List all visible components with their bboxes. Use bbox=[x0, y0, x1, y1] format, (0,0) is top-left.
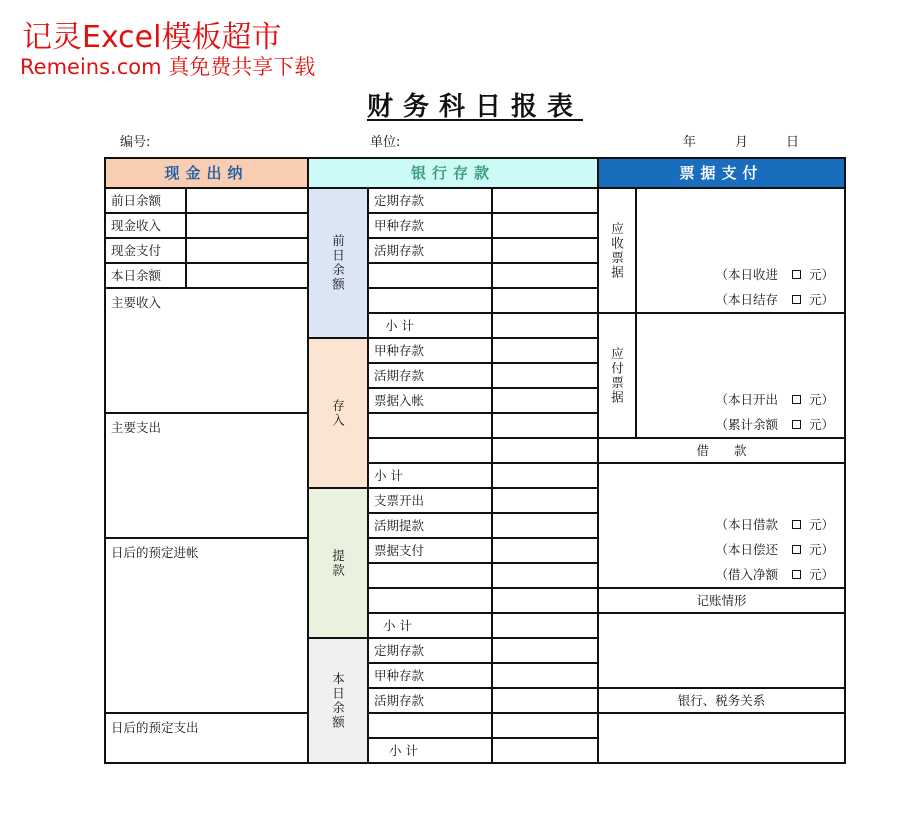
note-open: （本日结存 bbox=[715, 292, 778, 307]
bank-item-label[interactable] bbox=[368, 288, 492, 313]
bank-item-label: 甲种存款 bbox=[368, 663, 492, 688]
main-income-area[interactable]: 主要收入 bbox=[105, 288, 308, 413]
bank-group-withdraw: 提款 bbox=[308, 488, 368, 638]
receivable-bills-label: 应收票据 bbox=[598, 188, 636, 313]
bank-value-cell[interactable] bbox=[492, 538, 598, 563]
receivable-note-received bbox=[637, 262, 844, 287]
relations-area[interactable] bbox=[598, 713, 845, 763]
cash-value-cell[interactable] bbox=[186, 213, 308, 238]
note-unit: 元） bbox=[808, 542, 834, 557]
note-open: （累计余额 bbox=[715, 417, 778, 432]
loan-note-net bbox=[599, 562, 844, 587]
bank-item-label: 活期存款 bbox=[368, 363, 492, 388]
bank-item-label[interactable] bbox=[368, 713, 492, 738]
month-label: 月 bbox=[735, 135, 749, 150]
bookkeeping-area[interactable] bbox=[598, 613, 845, 688]
bank-group-deposit: 存入 bbox=[308, 338, 368, 488]
cash-header: 现金出纳 bbox=[105, 158, 308, 188]
bank-header: 银行存款 bbox=[308, 158, 598, 188]
bank-value-cell[interactable] bbox=[492, 588, 598, 613]
table-border-top bbox=[104, 157, 846, 159]
section-divider-bank-bill bbox=[597, 157, 599, 764]
amount-checkbox-icon[interactable] bbox=[792, 295, 801, 304]
unit-label: 单位: bbox=[370, 135, 401, 150]
bank-value-cell[interactable] bbox=[492, 688, 598, 713]
bank-subtotal-label: 小 计 bbox=[368, 313, 492, 338]
note-open: （本日偿还 bbox=[715, 542, 778, 557]
report-title-container bbox=[340, 90, 610, 126]
bank-item-label: 甲种存款 bbox=[368, 213, 492, 238]
bank-item-label: 活期提款 bbox=[368, 513, 492, 538]
bank-item-label: 定期存款 bbox=[368, 638, 492, 663]
loan-note-repaid bbox=[599, 537, 844, 562]
note-unit: 元） bbox=[808, 267, 834, 282]
bank-item-label[interactable] bbox=[368, 413, 492, 438]
bank-item-label: 支票开出 bbox=[368, 488, 492, 513]
cash-value-cell[interactable] bbox=[186, 263, 308, 288]
loan-area[interactable] bbox=[598, 463, 845, 588]
bank-subtotal-label: 小 计 bbox=[368, 613, 492, 638]
amount-checkbox-icon[interactable] bbox=[792, 545, 801, 554]
bank-value-cell[interactable] bbox=[492, 413, 598, 438]
bank-item-label[interactable] bbox=[368, 263, 492, 288]
bill-header: 票据支付 bbox=[598, 158, 845, 188]
bank-value-cell[interactable] bbox=[492, 488, 598, 513]
future-expense-area[interactable]: 日后的预定支出 bbox=[105, 713, 308, 763]
bank-item-label: 票据入帐 bbox=[368, 388, 492, 413]
bank-value-cell[interactable] bbox=[492, 563, 598, 588]
receivable-bills-area[interactable] bbox=[636, 188, 845, 313]
bank-value-cell[interactable] bbox=[492, 263, 598, 288]
bank-item-label[interactable] bbox=[368, 438, 492, 463]
bank-subtotal-value[interactable] bbox=[492, 313, 598, 338]
payable-bills-area[interactable] bbox=[636, 313, 845, 438]
note-open: （本日借款 bbox=[715, 517, 778, 532]
watermark-subtitle: Remeins.com 真免费共享下载 bbox=[20, 55, 316, 79]
bank-subtotal-value[interactable] bbox=[492, 738, 598, 763]
bank-item-label[interactable] bbox=[368, 588, 492, 613]
bank-value-cell[interactable] bbox=[492, 713, 598, 738]
note-open: （借入净额 bbox=[715, 567, 778, 582]
payable-note-issued bbox=[637, 387, 844, 412]
note-unit: 元） bbox=[808, 567, 834, 582]
relations-header: 银行、税务关系 bbox=[598, 688, 845, 713]
payable-note-accumulated bbox=[637, 412, 844, 437]
bank-subtotal-label: 小 计 bbox=[368, 738, 492, 763]
amount-checkbox-icon[interactable] bbox=[792, 570, 801, 579]
watermark-title: 记灵Excel模板超市 bbox=[22, 20, 282, 55]
report-title: 财务科日报表 bbox=[366, 92, 583, 122]
cash-row-income: 现金收入 bbox=[105, 213, 186, 238]
amount-checkbox-icon[interactable] bbox=[792, 270, 801, 279]
bank-value-cell[interactable] bbox=[492, 388, 598, 413]
note-unit: 元） bbox=[808, 392, 834, 407]
cash-value-cell[interactable] bbox=[186, 188, 308, 213]
note-unit: 元） bbox=[808, 292, 834, 307]
bank-item-label[interactable] bbox=[368, 563, 492, 588]
amount-checkbox-icon[interactable] bbox=[792, 420, 801, 429]
bank-subtotal-value[interactable] bbox=[492, 463, 598, 488]
bank-value-cell[interactable] bbox=[492, 338, 598, 363]
bank-value-cell[interactable] bbox=[492, 288, 598, 313]
bank-value-cell[interactable] bbox=[492, 188, 598, 213]
bank-subtotal-label: 小 计 bbox=[368, 463, 492, 488]
table-border-bottom bbox=[104, 762, 846, 764]
bank-value-cell[interactable] bbox=[492, 513, 598, 538]
bank-value-cell[interactable] bbox=[492, 213, 598, 238]
loan-header: 借 款 bbox=[598, 438, 845, 463]
cash-row-today-balance: 本日余额 bbox=[105, 263, 186, 288]
note-open: （本日开出 bbox=[715, 392, 778, 407]
bank-value-cell[interactable] bbox=[492, 663, 598, 688]
note-open: （本日收进 bbox=[715, 267, 778, 282]
amount-checkbox-icon[interactable] bbox=[792, 520, 801, 529]
cash-row-prev-balance: 前日余额 bbox=[105, 188, 186, 213]
bank-group-today-balance: 本日余额 bbox=[308, 638, 368, 763]
bank-subtotal-value[interactable] bbox=[492, 613, 598, 638]
bank-item-label: 活期存款 bbox=[368, 688, 492, 713]
bank-value-cell[interactable] bbox=[492, 438, 598, 463]
bank-value-cell[interactable] bbox=[492, 363, 598, 388]
cash-row-payment: 现金支付 bbox=[105, 238, 186, 263]
bank-group-prev-balance: 前日余额 bbox=[308, 188, 368, 338]
cash-value-cell[interactable] bbox=[186, 238, 308, 263]
loan-note-borrowed bbox=[599, 512, 844, 537]
bank-value-cell[interactable] bbox=[492, 638, 598, 663]
day-label: 日 bbox=[786, 135, 800, 150]
amount-checkbox-icon[interactable] bbox=[792, 395, 801, 404]
future-income-area[interactable]: 日后的预定进帐 bbox=[105, 538, 308, 713]
table-border-right bbox=[844, 157, 846, 764]
bank-item-label: 票据支付 bbox=[368, 538, 492, 563]
bank-item-label: 定期存款 bbox=[368, 188, 492, 213]
number-label: 编号: bbox=[120, 135, 151, 150]
year-label: 年 bbox=[683, 135, 697, 150]
payable-bills-label: 应付票据 bbox=[598, 313, 636, 438]
bookkeeping-header: 记账情形 bbox=[598, 588, 845, 613]
main-expense-area[interactable]: 主要支出 bbox=[105, 413, 308, 538]
receivable-note-balance bbox=[637, 287, 844, 312]
table-border-left bbox=[104, 157, 106, 764]
bank-value-cell[interactable] bbox=[492, 238, 598, 263]
bank-item-label: 甲种存款 bbox=[368, 338, 492, 363]
section-divider-cash-bank bbox=[307, 157, 309, 764]
bank-item-label: 活期存款 bbox=[368, 238, 492, 263]
note-unit: 元） bbox=[808, 417, 834, 432]
note-unit: 元） bbox=[808, 517, 834, 532]
